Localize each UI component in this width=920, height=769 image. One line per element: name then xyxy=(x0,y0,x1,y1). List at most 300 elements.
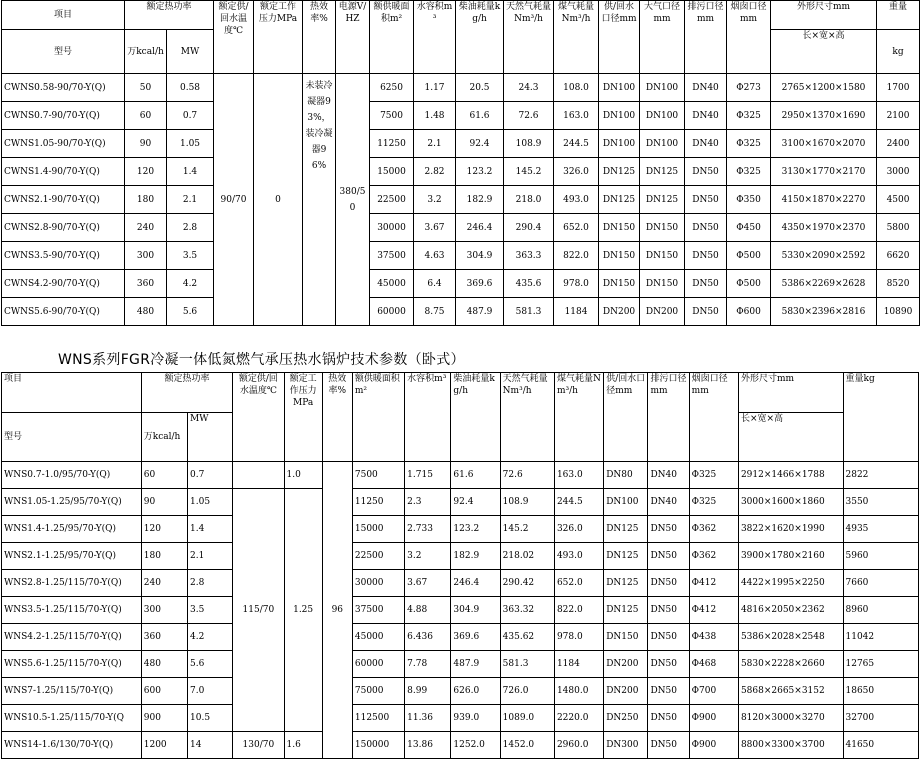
cell-flue-dia: Φ325 xyxy=(689,462,738,489)
cell-natural-gas: 108.9 xyxy=(504,130,554,158)
cell-heating-area: 60000 xyxy=(370,298,414,326)
table-row xyxy=(2,186,920,214)
table-row xyxy=(2,678,919,705)
cell-coal-gas: 493.0 xyxy=(554,186,599,214)
cell-dimensions: 2765×1200×1580 xyxy=(771,74,877,102)
cell-supply-return-dia: DN250 xyxy=(604,705,648,732)
cell-vent-dia: DN100 xyxy=(640,102,685,130)
cell-weight: 41650 xyxy=(843,732,919,759)
cell-diesel: 1252.0 xyxy=(451,732,500,759)
cell-flue-dia: Φ325 xyxy=(727,130,771,158)
cell-supply-return-dia: DN150 xyxy=(599,270,640,298)
cell-natural-gas: 363.32 xyxy=(500,597,554,624)
table-row xyxy=(2,298,920,326)
cell-natural-gas: 1452.0 xyxy=(500,732,554,759)
cell-supply-return-dia: DN150 xyxy=(599,214,640,242)
header-working-pressure: 额定工作压力MPa xyxy=(284,373,322,462)
cell-weight: 8520 xyxy=(877,270,920,298)
cell-supply-return-dia: DN100 xyxy=(599,130,640,158)
cell-kcal: 90 xyxy=(141,489,187,516)
cell-diesel: 61.6 xyxy=(456,102,504,130)
cell-dimensions: 2950×1370×1690 xyxy=(771,102,877,130)
cell-working-pressure: 1.0 xyxy=(284,462,322,489)
cell-dimensions: 3130×1770×2170 xyxy=(771,158,877,186)
cell-weight: 18650 xyxy=(843,678,919,705)
table-row xyxy=(2,158,920,186)
cell-mw: 2.1 xyxy=(167,186,214,214)
cell-diesel: 304.9 xyxy=(456,242,504,270)
cell-supply-return-dia: DN125 xyxy=(604,543,648,570)
cell-heating-area: 150000 xyxy=(352,732,404,759)
cell-weight: 1700 xyxy=(877,74,920,102)
header-heating-area: 额供暖面积m² xyxy=(370,1,414,74)
cell-diesel: 487.9 xyxy=(451,651,500,678)
cell-natural-gas: 145.2 xyxy=(504,158,554,186)
cell-natural-gas: 726.0 xyxy=(500,678,554,705)
cell-supply-return-dia: DN100 xyxy=(599,102,640,130)
cell-flue-dia: Φ500 xyxy=(727,270,771,298)
cell-natural-gas: 290.42 xyxy=(500,570,554,597)
cell-drain-dia: DN40 xyxy=(685,130,727,158)
cell-supply-return-dia: DN125 xyxy=(599,158,640,186)
cell-model: WNS2.8-1.25/115/70-Y(Q) xyxy=(2,570,142,597)
cell-power-supply: 380/50 xyxy=(336,74,370,326)
cell-kcal: 120 xyxy=(141,516,187,543)
cell-vent-dia: DN125 xyxy=(640,186,685,214)
header-efficiency: 热效率% xyxy=(303,1,336,74)
cell-dimensions: 5868×2665×3152 xyxy=(738,678,843,705)
cell-heating-area: 60000 xyxy=(352,651,404,678)
cell-model: WNS4.2-1.25/115/70-Y(Q) xyxy=(2,624,142,651)
cell-coal-gas: 652.0 xyxy=(554,570,603,597)
cell-flue-dia: Φ362 xyxy=(689,516,738,543)
cell-supply-return-dia: DN125 xyxy=(604,516,648,543)
table-2-title: WNS系列FGR冷凝一体低氮燃气承压热水锅炉技术参数（卧式） xyxy=(58,352,465,368)
cell-supply-return-temp: 130/70 xyxy=(233,732,284,759)
cell-model: CWNS1.4-90/70-Y(Q) xyxy=(2,158,125,186)
cell-dimensions: 3900×1780×2160 xyxy=(738,543,843,570)
cell-drain-dia: DN50 xyxy=(648,732,689,759)
cell-drain-dia: DN50 xyxy=(648,651,689,678)
cell-water-volume: 8.99 xyxy=(405,678,451,705)
header-weight: 重量kg xyxy=(843,373,919,462)
cell-model: CWNS3.5-90/70-Y(Q) xyxy=(2,242,125,270)
cell-dimensions: 4150×1870×2270 xyxy=(771,186,877,214)
cell-weight: 4935 xyxy=(843,516,919,543)
cell-supply-return-dia: DN125 xyxy=(599,186,640,214)
cell-diesel: 369.6 xyxy=(456,270,504,298)
cell-supply-return-temp: 115/70 xyxy=(233,489,284,732)
cell-kcal: 480 xyxy=(141,651,187,678)
cell-natural-gas: 72.6 xyxy=(500,462,554,489)
cell-natural-gas: 145.2 xyxy=(500,516,554,543)
cell-flue-dia: Φ500 xyxy=(727,242,771,270)
cell-kcal: 900 xyxy=(141,705,187,732)
cell-model: WNS1.05-1.25/95/70-Y(Q) xyxy=(2,489,142,516)
header-diesel: 柴油耗量kg/h xyxy=(451,373,500,462)
header-drain-dia: 排污口径mm xyxy=(648,373,689,462)
header-water-volume: 水容积m³ xyxy=(414,1,456,74)
cell-supply-return-dia: DN80 xyxy=(604,462,648,489)
cell-mw: 4.2 xyxy=(167,270,214,298)
header-supply-return-temp: 额定供/回水温度℃ xyxy=(233,373,284,462)
header-supply-return-dia: 供/回水口径mm xyxy=(599,1,640,74)
cell-kcal: 360 xyxy=(141,624,187,651)
cell-natural-gas: 435.62 xyxy=(500,624,554,651)
cell-drain-dia: DN40 xyxy=(685,102,727,130)
cell-water-volume: 2.733 xyxy=(405,516,451,543)
cell-working-pressure: 1.25 xyxy=(284,489,322,732)
cell-coal-gas: 822.0 xyxy=(554,597,603,624)
cell-mw: 2.8 xyxy=(188,570,233,597)
cell-model: WNS5.6-1.25/115/70-Y(Q) xyxy=(2,651,142,678)
cell-mw: 10.5 xyxy=(188,705,233,732)
cell-weight: 2400 xyxy=(877,130,920,158)
cell-kcal: 600 xyxy=(141,678,187,705)
cell-water-volume: 7.78 xyxy=(405,651,451,678)
cell-mw: 0.7 xyxy=(167,102,214,130)
header-rated-power: 额定热功率 xyxy=(141,373,233,413)
cell-mw: 5.6 xyxy=(167,298,214,326)
cell-drain-dia: DN50 xyxy=(685,158,727,186)
header-unit-mw: MW xyxy=(167,30,214,74)
cell-supply-return-dia: DN125 xyxy=(604,570,648,597)
cell-drain-dia: DN50 xyxy=(685,242,727,270)
cell-kcal: 120 xyxy=(125,158,167,186)
cell-mw: 7.0 xyxy=(188,678,233,705)
cell-heating-area: 45000 xyxy=(370,270,414,298)
cell-mw: 14 xyxy=(188,732,233,759)
header-unit-kcal: 万kcal/h xyxy=(125,30,167,74)
cell-mw: 1.05 xyxy=(188,489,233,516)
cell-flue-dia: Φ362 xyxy=(689,543,738,570)
cell-diesel: 939.0 xyxy=(451,705,500,732)
cell-flue-dia: Φ325 xyxy=(727,102,771,130)
cell-model: WNS14-1.6/130/70-Y(Q) xyxy=(2,732,142,759)
header-vent-dia: 大气口径mm xyxy=(640,1,685,74)
table-row xyxy=(2,489,919,516)
cell-coal-gas: 163.0 xyxy=(554,462,603,489)
cell-vent-dia: DN100 xyxy=(640,130,685,158)
cell-dimensions: 4350×1970×2370 xyxy=(771,214,877,242)
header-efficiency: 热效率% xyxy=(322,373,352,462)
header-flue-dia: 烟囱口径mm xyxy=(689,373,738,462)
header-natural-gas: 天然气耗量Nm³/h xyxy=(504,1,554,74)
cell-kcal: 360 xyxy=(125,270,167,298)
cell-dimensions: 5330×2090×2592 xyxy=(771,242,877,270)
header-weight: 重量 xyxy=(877,1,920,30)
cell-model: WNS10.5-1.25/115/70-Y(Q xyxy=(2,705,142,732)
cell-mw: 5.6 xyxy=(188,651,233,678)
cell-working-pressure: 1.6 xyxy=(284,732,322,759)
cell-coal-gas: 326.0 xyxy=(554,158,599,186)
cell-heating-area: 112500 xyxy=(352,705,404,732)
cell-coal-gas: 1184 xyxy=(554,651,603,678)
table-row xyxy=(2,732,919,759)
header-water-volume: 水容积m³ xyxy=(405,373,451,462)
cell-model: CWNS1.05-90/70-Y(Q) xyxy=(2,130,125,158)
cell-flue-dia: Φ273 xyxy=(727,74,771,102)
cell-flue-dia: Φ325 xyxy=(689,489,738,516)
cell-heating-area: 15000 xyxy=(370,158,414,186)
cell-supply-return-temp: 90/70 xyxy=(214,74,254,326)
header-item: 项目 xyxy=(2,373,142,413)
cell-heating-area: 30000 xyxy=(352,570,404,597)
cell-flue-dia: Φ900 xyxy=(689,732,738,759)
cell-drain-dia: DN50 xyxy=(685,298,727,326)
table-row xyxy=(2,624,919,651)
cell-weight: 3550 xyxy=(843,489,919,516)
cell-water-volume: 3.67 xyxy=(405,570,451,597)
cell-water-volume: 8.75 xyxy=(414,298,456,326)
cell-model: WNS1.4-1.25/95/70-Y(Q) xyxy=(2,516,142,543)
header-rated-power: 额定热功率 xyxy=(125,1,214,30)
cell-water-volume: 4.63 xyxy=(414,242,456,270)
cell-diesel: 123.2 xyxy=(456,158,504,186)
header-lwh: 长×宽×高 xyxy=(771,30,877,74)
cell-flue-dia: Φ450 xyxy=(727,214,771,242)
cell-diesel: 123.2 xyxy=(451,516,500,543)
cell-flue-dia: Φ900 xyxy=(689,705,738,732)
cell-supply-return-dia: DN100 xyxy=(599,74,640,102)
cell-coal-gas: 1184 xyxy=(554,298,599,326)
header-power-supply: 电源V/HZ xyxy=(336,1,370,74)
cell-coal-gas: 326.0 xyxy=(554,516,603,543)
cell-natural-gas: 218.0 xyxy=(504,186,554,214)
cell-heating-area: 75000 xyxy=(352,678,404,705)
header-item: 项目 xyxy=(2,1,125,30)
cell-kcal: 180 xyxy=(125,186,167,214)
cell-model: CWNS0.58-90/70-Y(Q) xyxy=(2,74,125,102)
cell-coal-gas: 822.0 xyxy=(554,242,599,270)
cell-drain-dia: DN50 xyxy=(648,543,689,570)
cell-model: WNS2.1-1.25/95/70-Y(Q) xyxy=(2,543,142,570)
cell-drain-dia: DN50 xyxy=(648,516,689,543)
cell-heating-area: 22500 xyxy=(352,543,404,570)
cell-drain-dia: DN50 xyxy=(648,570,689,597)
cell-heating-area: 6250 xyxy=(370,74,414,102)
cell-vent-dia: DN150 xyxy=(640,270,685,298)
cell-heating-area: 11250 xyxy=(370,130,414,158)
header-drain-dia: 排污口径mm xyxy=(685,1,727,74)
cell-drain-dia: DN50 xyxy=(648,624,689,651)
cell-diesel: 20.5 xyxy=(456,74,504,102)
cell-heating-area: 45000 xyxy=(352,624,404,651)
cell-coal-gas: 108.0 xyxy=(554,74,599,102)
table-row xyxy=(2,543,919,570)
table-row xyxy=(2,597,919,624)
header-unit-kg: kg xyxy=(877,30,920,74)
cell-dimensions: 5386×2028×2548 xyxy=(738,624,843,651)
header-heating-area: 额供暖面积m² xyxy=(352,373,404,462)
table-row xyxy=(2,214,920,242)
cell-drain-dia: DN50 xyxy=(685,214,727,242)
table-row xyxy=(2,74,920,102)
cell-kcal: 60 xyxy=(125,102,167,130)
cell-coal-gas: 1480.0 xyxy=(554,678,603,705)
cell-drain-dia: DN50 xyxy=(648,705,689,732)
header-model: 型号 xyxy=(2,30,125,74)
cell-diesel: 246.4 xyxy=(451,570,500,597)
cell-natural-gas: 581.3 xyxy=(504,298,554,326)
cell-diesel: 92.4 xyxy=(456,130,504,158)
cell-mw: 1.4 xyxy=(188,516,233,543)
cell-coal-gas: 2220.0 xyxy=(554,705,603,732)
cell-coal-gas: 163.0 xyxy=(554,102,599,130)
header-natural-gas: 天然气耗量Nm³/h xyxy=(500,373,554,462)
cell-kcal: 300 xyxy=(141,597,187,624)
table-row xyxy=(2,651,919,678)
cell-supply-return-dia: DN150 xyxy=(604,624,648,651)
cell-mw: 4.2 xyxy=(188,624,233,651)
cell-weight: 8960 xyxy=(843,597,919,624)
cell-coal-gas: 2960.0 xyxy=(554,732,603,759)
cell-diesel: 61.6 xyxy=(451,462,500,489)
cell-heating-area: 7500 xyxy=(352,462,404,489)
cell-coal-gas: 978.0 xyxy=(554,624,603,651)
header-coal-gas: 煤气耗量Nm³/h xyxy=(554,1,599,74)
cell-kcal: 480 xyxy=(125,298,167,326)
cell-vent-dia: DN200 xyxy=(640,298,685,326)
cell-diesel: 369.6 xyxy=(451,624,500,651)
cell-dimensions: 4816×2050×2362 xyxy=(738,597,843,624)
cell-diesel: 487.9 xyxy=(456,298,504,326)
cell-mw: 1.4 xyxy=(167,158,214,186)
table-row xyxy=(2,462,919,489)
cell-water-volume: 3.67 xyxy=(414,214,456,242)
cell-mw: 0.7 xyxy=(188,462,233,489)
cell-model: WNS7-1.25/115/70-Y(Q) xyxy=(2,678,142,705)
cell-drain-dia: DN40 xyxy=(685,74,727,102)
cell-water-volume: 3.2 xyxy=(414,186,456,214)
cell-dimensions: 3822×1620×1990 xyxy=(738,516,843,543)
cell-natural-gas: 581.3 xyxy=(500,651,554,678)
cell-weight: 5960 xyxy=(843,543,919,570)
table-row xyxy=(2,130,920,158)
header-dimensions: 外形尺寸mm xyxy=(738,373,843,413)
cell-dimensions: 5830×2228×2660 xyxy=(738,651,843,678)
header-supply-return-temp: 额定供/回水温度℃ xyxy=(214,1,254,74)
cell-diesel: 626.0 xyxy=(451,678,500,705)
cell-dimensions: 8120×3000×3270 xyxy=(738,705,843,732)
cell-weight: 10890 xyxy=(877,298,920,326)
cell-water-volume: 2.3 xyxy=(405,489,451,516)
cell-natural-gas: 218.02 xyxy=(500,543,554,570)
boiler-spec-table-2 xyxy=(1,372,919,759)
cell-model: CWNS0.7-90/70-Y(Q) xyxy=(2,102,125,130)
cell-vent-dia: DN125 xyxy=(640,158,685,186)
cell-water-volume: 1.715 xyxy=(405,462,451,489)
cell-drain-dia: DN50 xyxy=(648,597,689,624)
cell-natural-gas: 363.3 xyxy=(504,242,554,270)
header-unit-mw: MW xyxy=(188,413,233,462)
cell-flue-dia: Φ438 xyxy=(689,624,738,651)
cell-kcal: 1200 xyxy=(141,732,187,759)
cell-supply-return-dia: DN200 xyxy=(604,678,648,705)
table-row xyxy=(2,102,920,130)
cell-dimensions: 2912×1466×1788 xyxy=(738,462,843,489)
cell-dimensions: 3100×1670×2070 xyxy=(771,130,877,158)
table-row xyxy=(2,705,919,732)
cell-diesel: 246.4 xyxy=(456,214,504,242)
cell-diesel: 182.9 xyxy=(451,543,500,570)
cell-heating-area: 7500 xyxy=(370,102,414,130)
table-row xyxy=(2,516,919,543)
cell-water-volume: 6.436 xyxy=(405,624,451,651)
cell-supply-return-temp xyxy=(233,462,284,489)
header-model: 型号 xyxy=(2,413,142,462)
cell-water-volume: 4.88 xyxy=(405,597,451,624)
header-supply-return-dia: 供/回水口径mm xyxy=(604,373,648,462)
header-diesel: 柴油耗量kg/h xyxy=(456,1,504,74)
cell-vent-dia: DN150 xyxy=(640,214,685,242)
cell-supply-return-dia: DN125 xyxy=(604,597,648,624)
cell-model: CWNS2.8-90/70-Y(Q) xyxy=(2,214,125,242)
cell-drain-dia: DN50 xyxy=(685,186,727,214)
header-coal-gas: 煤气耗量Nm³/h xyxy=(554,373,603,462)
cell-model: WNS0.7-1.0/95/70-Y(Q) xyxy=(2,462,142,489)
table-row xyxy=(2,270,920,298)
table-row xyxy=(2,242,920,270)
cell-kcal: 240 xyxy=(125,214,167,242)
cell-kcal: 60 xyxy=(141,462,187,489)
table-row xyxy=(2,570,919,597)
cell-mw: 3.5 xyxy=(188,597,233,624)
cell-weight: 5800 xyxy=(877,214,920,242)
cell-flue-dia: Φ468 xyxy=(689,651,738,678)
cell-dimensions: 5830×2396×2816 xyxy=(771,298,877,326)
cell-weight: 12765 xyxy=(843,651,919,678)
cell-weight: 3000 xyxy=(877,158,920,186)
cell-diesel: 304.9 xyxy=(451,597,500,624)
cell-dimensions: 5386×2269×2628 xyxy=(771,270,877,298)
cell-heating-area: 37500 xyxy=(370,242,414,270)
cell-weight: 11042 xyxy=(843,624,919,651)
cell-kcal: 240 xyxy=(141,570,187,597)
cell-efficiency: 96 xyxy=(322,462,352,759)
cell-heating-area: 15000 xyxy=(352,516,404,543)
cell-weight: 6620 xyxy=(877,242,920,270)
cell-heating-area: 37500 xyxy=(352,597,404,624)
cell-supply-return-dia: DN150 xyxy=(599,242,640,270)
cell-natural-gas: 108.9 xyxy=(500,489,554,516)
cell-supply-return-dia: DN300 xyxy=(604,732,648,759)
cell-water-volume: 1.48 xyxy=(414,102,456,130)
cell-weight: 32700 xyxy=(843,705,919,732)
cell-flue-dia: Φ700 xyxy=(689,678,738,705)
cell-coal-gas: 244.5 xyxy=(554,489,603,516)
cell-coal-gas: 493.0 xyxy=(554,543,603,570)
cell-model: CWNS5.6-90/70-Y(Q) xyxy=(2,298,125,326)
cell-water-volume: 13.86 xyxy=(405,732,451,759)
cell-mw: 3.5 xyxy=(167,242,214,270)
cell-vent-dia: DN150 xyxy=(640,242,685,270)
cell-flue-dia: Φ412 xyxy=(689,597,738,624)
cell-flue-dia: Φ350 xyxy=(727,186,771,214)
cell-weight: 2822 xyxy=(843,462,919,489)
header-lwh: 长×宽×高 xyxy=(738,413,843,462)
cell-flue-dia: Φ600 xyxy=(727,298,771,326)
cell-flue-dia: Φ325 xyxy=(727,158,771,186)
cell-drain-dia: DN50 xyxy=(648,678,689,705)
cell-natural-gas: 24.3 xyxy=(504,74,554,102)
cell-kcal: 180 xyxy=(141,543,187,570)
cell-diesel: 92.4 xyxy=(451,489,500,516)
cell-heating-area: 22500 xyxy=(370,186,414,214)
cell-mw: 1.05 xyxy=(167,130,214,158)
cell-weight: 4500 xyxy=(877,186,920,214)
cell-natural-gas: 1089.0 xyxy=(500,705,554,732)
